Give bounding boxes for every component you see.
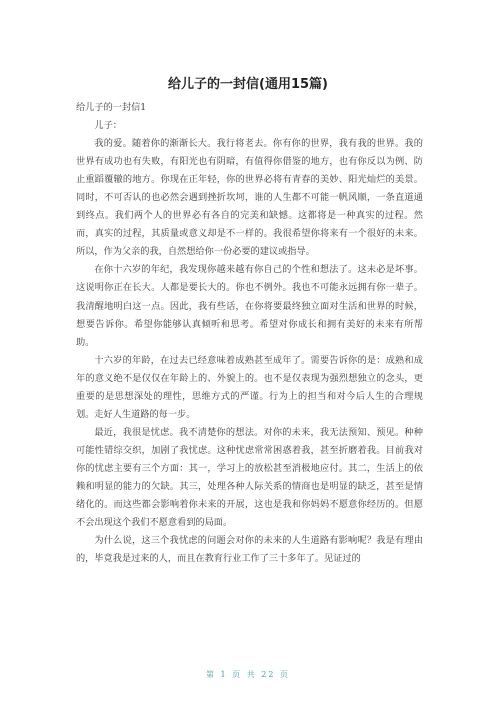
paragraph: 为什么说，这三个我忧虑的问题会对你的未来的人生道路有影响呢？我是有理由的，毕竟我是过来的人，而且在教育行业工作了三十多年了。见证过的 <box>76 535 423 565</box>
page-number-footer: 第 1 页 共 22 页 <box>206 670 290 679</box>
letter-greeting: 儿子： <box>94 120 122 132</box>
paragraph: 最近，我很是忧虑。我不清楚你的想法。对你的未来，我无法预知、预见。种种可能性错综交织，加剧了我忧虑。这种忧虑常常困惑着我，甚至折磨着我。目前我对你的忧虑主要有三个方面：其一，学习上的放松甚至消极地应付。其二，生活上的依赖和明显的能力的欠缺。其三，处理各种人际关系的情商也是明显的缺乏，甚至是情绪化的。而这些都会影响着你未来的开展，这也是我和你妈妈不愿意你经历的。但愿不会出现这个我们不愿意看到的局面。 <box>76 426 423 529</box>
paragraph: 十六岁的年龄，在过去已经意味着成熟甚至成年了。需要告诉你的是：成熟和成年的意义绝不是仅仅在年龄上的、外貌上的。也不是仅表现为强烈想独立的念头，更重要的是思想深处的理性，思维方式的严谨。行为上的担当和对今后人生的合理规划。走好人生道路的每一步。 <box>76 354 423 420</box>
document-body <box>76 99 423 568</box>
letter-subtitle: 给儿子的一封信1 <box>76 102 147 113</box>
document-title: 给儿子的一封信(通用15篇) <box>168 77 328 92</box>
paragraph: 我的爱。随着你的渐渐长大。我行将老去。你有你的世界，我有我的世界。我的世界有成功也有失败，有阳光也有阴暗，有值得你借鉴的地方，也有你反以为例、防止重蹈覆辙的地方。你现在正年轻，你的世界必将有青春的美妙、阳光灿烂的美景。同时，不可否认的也必然会遇到挫折坎坷，谁的人生都不可能一帆风顺，一条直道通到终点。我们两个人的世界必有各自的完美和缺憾。这都将是一种真实的过程。然而，真实的过程，其质量或意义却是不一样的。我很希望你将来有一个很好的未来。所以，作为父亲的我，自然想给你一份必要的建议或指导。 <box>76 138 423 258</box>
paragraph: 在你十六岁的年纪，我发现你越来越有你自己的个性和想法了。这未必是坏事。这说明你正在长大。人都是要长大的。你也不例外。我也不可能永远拥有你一辈子。我清醒地明白这一点。因此，我有些话，在你将要最终独立面对生活和世界的时候，想要告诉你。希望你能够认真倾听和思考。希望对你成长和拥有美好的未来有所帮助。 <box>76 264 423 348</box>
